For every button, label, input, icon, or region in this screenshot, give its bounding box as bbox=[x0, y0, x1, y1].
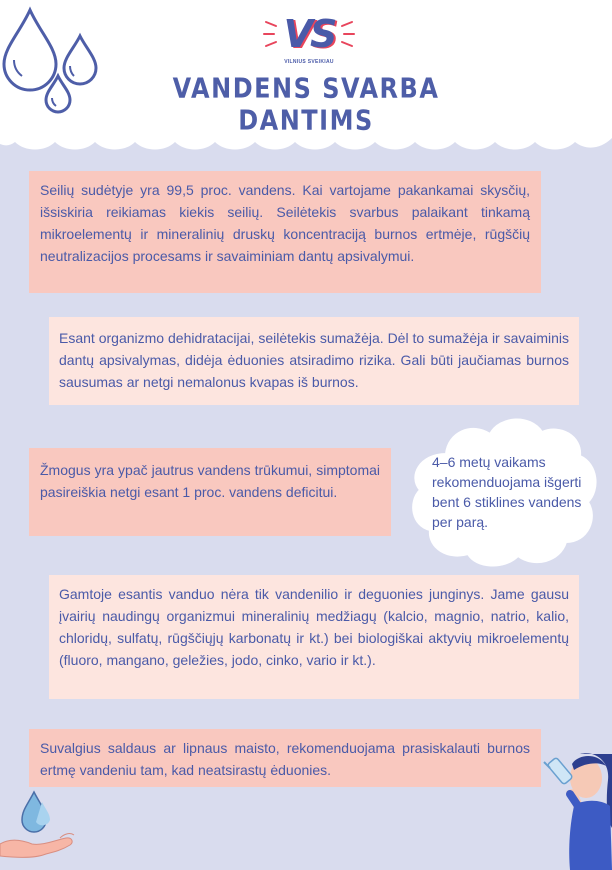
cloud-note: 4–6 metų vaikams rekomenduojama išgerti bent 6 stiklines vandens per parą. bbox=[432, 454, 582, 530]
paragraph-minerals: Gamtoje esantis vanduo nėra tik vandenilio ir deguonies junginys. Jame gausu įvairių naudingų organizmui mineralinių medžiagų (kalcio, magnio, natrio, kalio, chloridų, sulfatų, rūgščiųjų karbonatų ir kt.) bei biologiškai aktyvių mikroelementų (fluoro, mangano, geležies, jodo, cinko, vario ir kt.). bbox=[49, 575, 579, 699]
paragraph-saliva: Seilių sudėtyje yra 99,5 proc. vandens. Kai vartojame pakankamai skysčių, išsiskiria reikiamas kiekis seilių. Seilėtekis svarbus palaikant tinkamą mikroelementų ir mineralinių druskų koncentraciją burnos ertmėje, rūgščių neutralizacijos procesams ir savaiminiam dantų apsivalymui. bbox=[29, 171, 541, 293]
girl-drinking-icon bbox=[540, 748, 612, 870]
page-title: VANDENS SVARBA DANTIMS bbox=[172, 72, 440, 137]
paragraph-dehydration: Esant organizmo dehidratacijai, seilėtekis sumažėja. Dėl to sumažėja ir savaiminis dantų apsivalymas, didėja ėduonies atsiradimo rizika. Gali būti jaučiamas burnos sausumas ar netgi nemalonus kvapas iš burnos. bbox=[49, 317, 579, 405]
logo-subtitle: VILNIUS SVEIKIAU bbox=[284, 59, 334, 65]
vilnius-sveikiau-logo bbox=[262, 12, 356, 68]
paragraph-rinse: Suvalgius saldaus ar lipnaus maisto, rekomenduojama prasiskalauti burnos ertmę vandeniu tam, kad neatsirastų ėduonies. bbox=[29, 729, 541, 787]
water-drops-icon bbox=[0, 4, 100, 114]
logo-mark: VS bbox=[283, 12, 335, 56]
paragraph-water-deficit: Žmogus yra ypač jautrus vandens trūkumui, simptomai pasireiškia netgi esant 1 proc. vandens deficitui. bbox=[29, 448, 391, 536]
hand-with-drop-icon bbox=[0, 788, 80, 870]
header bbox=[0, 0, 612, 160]
